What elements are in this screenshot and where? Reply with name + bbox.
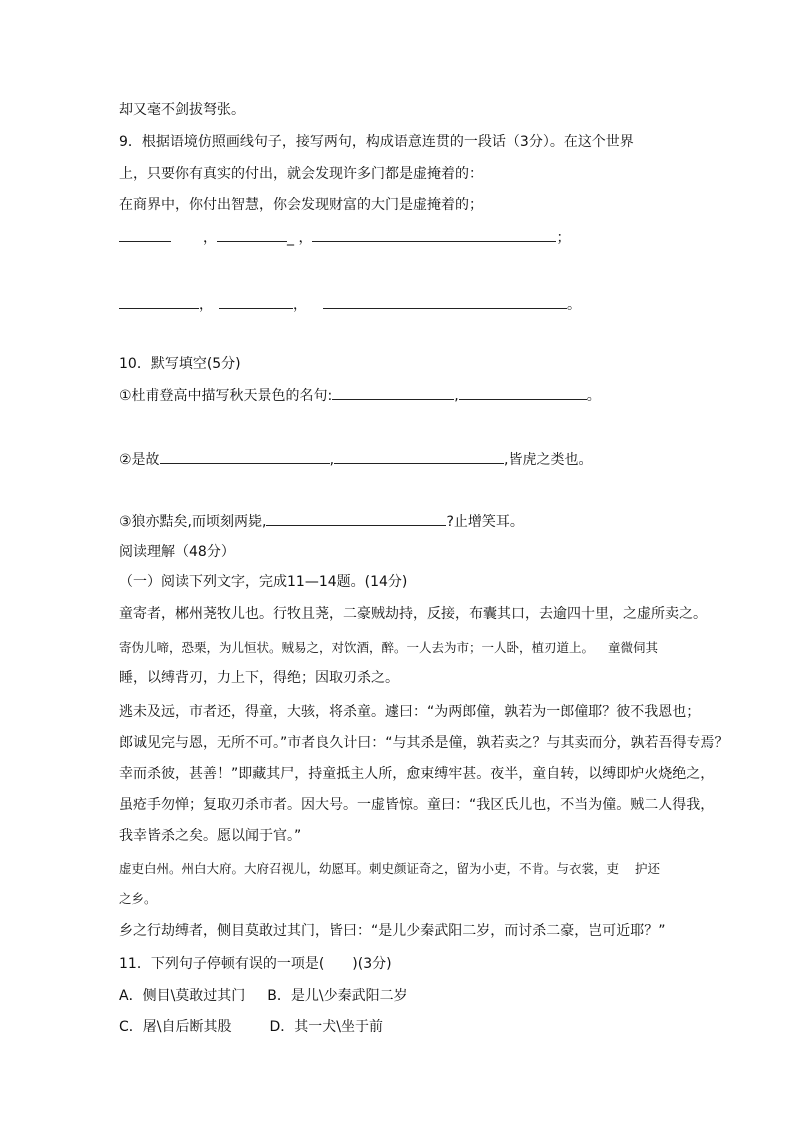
- option-b[interactable]: B．是儿\少秦武阳二岁: [267, 988, 408, 1004]
- comma: ，: [203, 230, 217, 246]
- prompt-text: ,皆虎之类也。: [504, 452, 593, 468]
- option-a[interactable]: A．侧目\莫敢过其门: [119, 988, 246, 1004]
- answer-line-9a: [119, 228, 570, 247]
- comma: ,: [454, 388, 459, 404]
- comma: ，: [199, 297, 213, 313]
- passage-text: 寄伪儿啼，恐栗，为儿恒状。贼易之，对饮酒，醉。一人去为市；一人卧，植刃道上。: [119, 640, 595, 655]
- answer-blank[interactable]: [160, 450, 330, 464]
- passage-line: 郎诚见完与恩，无所不可。”市者良久计曰：“与其杀是僮，孰若卖之？与其卖而分，孰若吾得专焉？: [119, 735, 729, 751]
- question-10-3: [119, 512, 524, 531]
- option-d[interactable]: D．其一犬\坐于前: [269, 1019, 383, 1035]
- question-10: 10．默写填空(5分): [119, 356, 241, 372]
- answer-blank[interactable]: [312, 228, 556, 242]
- answer-blank[interactable]: [119, 228, 171, 242]
- answer-blank[interactable]: [332, 386, 454, 400]
- passage-line: 幸而杀彼，甚善！”即藏其尸，持童抵主人所，愈束缚牢甚。夜半，童自转，以缚即炉火烧绝之，: [119, 766, 715, 782]
- passage-text: 虚吏白州。州白大府。大府召视儿，幼愿耳。刺史颜证奇之，留为小吏，不肯。与衣裳，吏: [119, 861, 620, 876]
- passage-line: 童寄者，郴州荛牧儿也。行牧且荛，二豪贼劫持，反接，布囊其口，去逾四十里，之虚所卖之。: [119, 606, 707, 622]
- text-line: 却又毫不剑拔弩张。: [119, 102, 245, 118]
- answer-blank[interactable]: [219, 295, 293, 309]
- passage-line: 虽疮手勿惮；复取刃杀市者。因大号。一虚皆惊。童曰：“我区氏儿也，不当为僮。贼二人得我，: [119, 797, 715, 813]
- passage-line: [119, 860, 660, 878]
- text-line: 上，只要你有真实的付出，就会发现许多门都是虚掩着的：: [119, 166, 483, 182]
- period: 。: [586, 388, 601, 404]
- options-row: [119, 1018, 383, 1036]
- option-c[interactable]: C．屠\自后断其股: [119, 1019, 232, 1035]
- passage-line: 乡之行劫缚者，侧目莫敢过其门，皆曰：“是儿少秦武阳二岁，而讨杀二豪，岂可近耶？”: [119, 923, 666, 939]
- text-line: 在商界中，你付出智慧，你会发现财富的大门是虚掩着的；: [119, 197, 483, 213]
- question-10-1: [119, 386, 601, 405]
- prompt-text: ①杜甫登高中描写秋天景色的名句:: [119, 388, 333, 404]
- passage-text: 护还: [635, 861, 661, 876]
- comma: ,: [329, 452, 335, 468]
- prompt-text: ?止增笑耳。: [446, 514, 524, 530]
- comma: _ ，: [287, 230, 313, 246]
- question-9: 9．根据语境仿照画线句子，接写两句，构成语意连贯的一段话（3分）。在这个世界: [119, 134, 634, 150]
- answer-blank[interactable]: [217, 228, 287, 242]
- question-10-2: [119, 450, 592, 469]
- answer-blank[interactable]: [323, 295, 567, 309]
- passage-text: 童微伺其: [608, 640, 659, 655]
- passage-line: 我幸皆杀之矣。愿以闻于官。”: [119, 828, 302, 844]
- passage-line: 之乡。: [119, 891, 157, 906]
- passage-line: 睡，以缚背刃，力上下，得绝；因取刃杀之。: [119, 670, 399, 686]
- answer-line-9b: [119, 295, 581, 314]
- semicolon: ；: [556, 230, 571, 246]
- passage-line: [119, 639, 658, 657]
- question-11: 11．下列句子停顿有误的一项是( )(3分): [119, 956, 392, 972]
- section-heading: 阅读理解（48分）: [119, 544, 235, 560]
- answer-blank[interactable]: [266, 512, 446, 526]
- comma: ，: [293, 297, 307, 313]
- period: 。: [567, 297, 581, 313]
- options-row: [119, 987, 408, 1005]
- answer-blank[interactable]: [119, 295, 199, 309]
- prompt-text: ②是故: [119, 452, 160, 468]
- passage-line: 逃未及远，市者还，得童，大骇，将杀童。遽曰：“为两郎僮，孰若为一郎僮耶？彼不我恩也；: [119, 704, 701, 720]
- prompt-text: ③狼亦黠矣,而顷刻两毙,: [119, 514, 267, 530]
- answer-blank[interactable]: [459, 386, 587, 400]
- answer-blank[interactable]: [334, 450, 504, 464]
- subsection-heading: （一）阅读下列文字，完成11—14题。(14分): [119, 574, 408, 590]
